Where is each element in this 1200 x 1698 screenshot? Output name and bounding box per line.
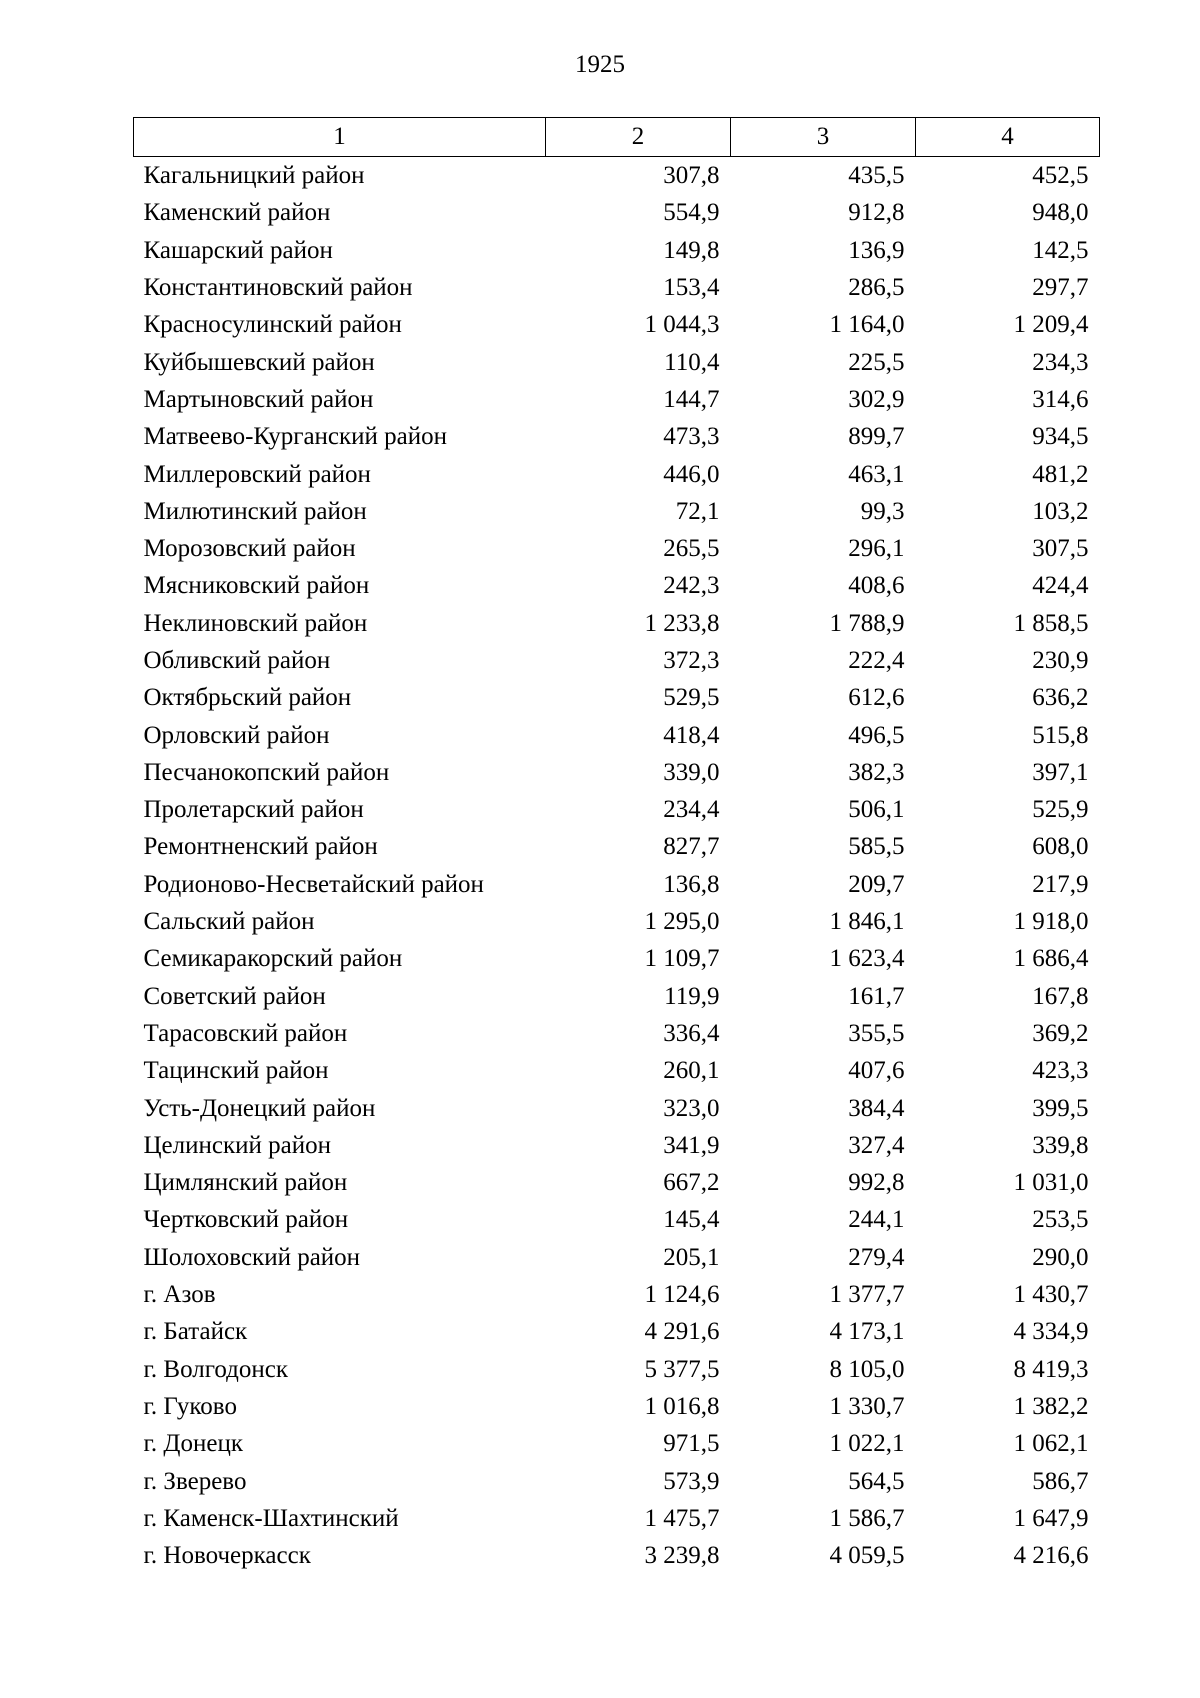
value-cell: 1 686,4	[1013, 945, 1089, 973]
row-label-cell: Кагальницкий район	[143, 162, 365, 190]
value-cell: 1 044,3	[644, 311, 720, 339]
value-cell: 119,9	[664, 982, 720, 1010]
value-cell: 397,1	[1032, 758, 1089, 786]
value-cell: 934,5	[1032, 423, 1089, 451]
row-label-cell: г. Батайск	[143, 1318, 248, 1346]
value-cell: 1 209,4	[1013, 311, 1089, 339]
row-label-cell: Октябрьский район	[143, 684, 352, 712]
value-cell: 408,6	[848, 572, 905, 600]
value-cell: 1 586,7	[829, 1504, 905, 1532]
value-cell: 217,9	[1032, 870, 1089, 898]
table-row	[134, 716, 1100, 753]
value-cell: 992,8	[848, 1169, 905, 1197]
value-cell: 103,2	[1032, 497, 1089, 525]
table-row	[134, 1164, 1100, 1201]
value-cell: 1 623,4	[829, 945, 905, 973]
value-cell: 423,3	[1032, 1057, 1089, 1085]
value-cell: 336,4	[663, 1019, 720, 1047]
value-cell: 225,5	[848, 348, 905, 376]
value-cell: 899,7	[848, 423, 905, 451]
table-row	[134, 493, 1100, 530]
value-cell: 296,1	[848, 535, 905, 563]
value-cell: 1 377,7	[829, 1281, 905, 1309]
value-cell: 585,5	[848, 833, 905, 861]
value-cell: 161,7	[848, 982, 905, 1010]
value-cell: 1 062,1	[1013, 1430, 1089, 1458]
value-cell: 8 419,3	[1013, 1355, 1089, 1383]
value-cell: 496,5	[848, 721, 905, 749]
row-label-cell: Куйбышевский район	[143, 348, 375, 376]
table-header	[134, 118, 1100, 157]
row-label-cell: г. Новочеркасск	[143, 1542, 311, 1570]
value-cell: 1 295,0	[644, 908, 720, 936]
table-row	[134, 1089, 1100, 1126]
value-cell: 149,8	[663, 236, 720, 264]
value-cell: 1 788,9	[829, 609, 905, 637]
table-row	[134, 567, 1100, 604]
value-cell: 253,5	[1032, 1206, 1089, 1234]
value-cell: 153,4	[663, 274, 720, 302]
table-row	[134, 605, 1100, 642]
value-cell: 230,9	[1032, 647, 1089, 674]
row-label-cell: г. Волгодонск	[143, 1355, 289, 1383]
table-row	[134, 194, 1100, 231]
value-cell: 1 475,7	[644, 1504, 720, 1532]
value-cell: 384,4	[848, 1094, 905, 1122]
table-row	[134, 269, 1100, 306]
value-cell: 948,0	[1032, 199, 1089, 227]
row-label-cell: г. Гуково	[143, 1392, 237, 1420]
value-cell: 827,7	[663, 833, 720, 861]
row-label-cell: Миллеровский район	[143, 460, 371, 488]
value-cell: 286,5	[848, 274, 905, 302]
value-cell: 525,9	[1032, 796, 1089, 824]
row-label-cell: Ремонтненский район	[143, 833, 378, 861]
value-cell: 912,8	[848, 199, 905, 227]
table-row	[134, 679, 1100, 716]
value-cell: 435,5	[848, 162, 905, 190]
table-row	[134, 1500, 1100, 1537]
value-cell: 222,4	[848, 647, 905, 674]
value-cell: 4 216,6	[1013, 1542, 1089, 1570]
row-label-cell: Красносулинский район	[143, 311, 402, 339]
table-row	[134, 978, 1100, 1015]
value-cell: 242,3	[663, 572, 720, 600]
row-label-cell: Кашарский район	[143, 236, 333, 264]
value-cell: 1 109,7	[644, 945, 720, 973]
value-cell: 234,4	[663, 796, 720, 824]
value-cell: 167,8	[1032, 982, 1089, 1010]
row-label-cell: Сальский район	[143, 908, 315, 936]
value-cell: 339,8	[1032, 1131, 1089, 1159]
row-label-cell: Константиновский район	[143, 274, 413, 302]
value-cell: 327,4	[848, 1131, 905, 1159]
row-label-cell: Шолоховский район	[143, 1243, 361, 1271]
value-cell: 452,5	[1032, 162, 1089, 190]
table-row	[134, 157, 1100, 195]
page-number: 1925	[575, 51, 625, 78]
value-cell: 446,0	[663, 460, 720, 488]
row-label-cell: г. Зверево	[143, 1467, 247, 1495]
value-cell: 1 430,7	[1013, 1281, 1089, 1309]
value-cell: 260,1	[663, 1057, 720, 1085]
value-cell: 382,3	[848, 758, 905, 786]
row-label-cell: Семикаракорский район	[143, 945, 403, 973]
row-label-cell: Родионово-Несветайский район	[143, 870, 484, 898]
value-cell: 290,0	[1032, 1243, 1089, 1271]
value-cell: 4 059,5	[829, 1542, 905, 1570]
value-cell: 1 124,6	[644, 1281, 720, 1309]
table-row	[134, 1276, 1100, 1313]
value-cell: 1 233,8	[644, 609, 720, 637]
table-row	[134, 903, 1100, 940]
row-label-cell: Мартыновский район	[143, 385, 374, 413]
value-cell: 341,9	[663, 1131, 720, 1159]
value-cell: 573,9	[663, 1467, 720, 1495]
value-cell: 1 022,1	[829, 1430, 905, 1458]
value-cell: 1 918,0	[1013, 908, 1089, 936]
value-cell: 8 105,0	[829, 1355, 905, 1383]
value-cell: 463,1	[848, 460, 905, 488]
value-cell: 481,2	[1032, 460, 1089, 488]
value-cell: 314,6	[1032, 385, 1089, 413]
table-row	[134, 866, 1100, 903]
table-row	[134, 791, 1100, 828]
value-cell: 1 016,8	[644, 1392, 720, 1420]
value-cell: 372,3	[663, 647, 720, 674]
column-header: 1	[134, 118, 546, 157]
value-cell: 99,3	[860, 497, 905, 525]
value-cell: 1 647,9	[1013, 1504, 1089, 1532]
column-header: 2	[546, 118, 731, 157]
value-cell: 279,4	[848, 1243, 905, 1271]
value-cell: 3 239,8	[644, 1542, 720, 1570]
row-label-cell: Орловский район	[143, 721, 330, 749]
value-cell: 1 382,2	[1013, 1392, 1089, 1420]
value-cell: 1 164,0	[829, 311, 905, 339]
value-cell: 473,3	[663, 423, 720, 451]
value-cell: 515,8	[1032, 721, 1089, 749]
value-cell: 1 330,7	[829, 1392, 905, 1420]
row-label-cell: Целинский район	[143, 1131, 331, 1159]
row-label-cell: Советский район	[143, 982, 326, 1010]
table-row	[134, 1015, 1100, 1052]
table-row	[134, 1537, 1100, 1574]
row-label-cell: Тарасовский район	[143, 1019, 348, 1047]
value-cell: 4 173,1	[829, 1318, 905, 1346]
value-cell: 369,2	[1032, 1019, 1089, 1047]
table-row	[134, 1425, 1100, 1462]
value-cell: 302,9	[848, 385, 905, 413]
value-cell: 506,1	[848, 796, 905, 824]
table-row	[134, 343, 1100, 380]
value-cell: 612,6	[848, 684, 905, 712]
value-cell: 72,1	[675, 497, 720, 525]
value-cell: 265,5	[663, 535, 720, 563]
value-cell: 244,1	[848, 1206, 905, 1234]
value-cell: 424,4	[1032, 572, 1089, 600]
value-cell: 4 291,6	[644, 1318, 720, 1346]
table-row	[134, 1388, 1100, 1425]
table-row	[134, 1351, 1100, 1388]
row-label-cell: г. Азов	[143, 1281, 216, 1309]
table-row	[134, 418, 1100, 455]
value-cell: 297,7	[1032, 274, 1089, 302]
table-row	[134, 1462, 1100, 1499]
value-cell: 136,9	[848, 236, 905, 264]
value-cell: 209,7	[848, 870, 905, 898]
value-cell: 205,1	[663, 1243, 720, 1271]
value-cell: 110,4	[664, 348, 720, 376]
value-cell: 145,4	[663, 1206, 720, 1234]
row-label-cell: Неклиновский район	[143, 609, 368, 637]
value-cell: 971,5	[663, 1430, 720, 1458]
table-row	[134, 232, 1100, 269]
value-cell: 339,0	[663, 758, 720, 786]
row-label-cell: Тацинский район	[143, 1057, 329, 1085]
header-row	[134, 118, 1100, 157]
value-cell: 564,5	[848, 1467, 905, 1495]
value-cell: 136,8	[663, 870, 720, 898]
table-row	[134, 1239, 1100, 1276]
column-header: 3	[731, 118, 916, 157]
value-cell: 323,0	[663, 1094, 720, 1122]
row-label-cell: Песчанокопский район	[143, 758, 390, 786]
row-label-cell: Милютинский район	[143, 497, 367, 525]
table-row	[134, 940, 1100, 977]
value-cell: 1 846,1	[829, 908, 905, 936]
data-table	[133, 117, 1100, 1574]
value-cell: 355,5	[848, 1019, 905, 1047]
column-header: 4	[916, 118, 1100, 157]
value-cell: 144,7	[663, 385, 720, 413]
row-label-cell: Пролетарский район	[143, 796, 364, 824]
value-cell: 636,2	[1032, 684, 1089, 712]
table-row	[134, 828, 1100, 865]
table-row	[134, 754, 1100, 791]
value-cell: 418,4	[663, 721, 720, 749]
table-row	[134, 530, 1100, 567]
value-cell: 1 858,5	[1013, 609, 1089, 637]
row-label-cell: Цимлянский район	[143, 1169, 348, 1197]
value-cell: 399,5	[1032, 1094, 1089, 1122]
value-cell: 586,7	[1032, 1467, 1089, 1495]
row-label-cell: Усть-Донецкий район	[143, 1094, 376, 1122]
row-label-cell: Мясниковский район	[143, 572, 370, 600]
value-cell: 234,3	[1032, 348, 1089, 376]
value-cell: 307,5	[1032, 535, 1089, 563]
value-cell: 608,0	[1032, 833, 1089, 861]
table-row	[134, 1052, 1100, 1089]
table-row	[134, 642, 1100, 679]
value-cell: 142,5	[1032, 236, 1089, 264]
table-row	[134, 306, 1100, 343]
value-cell: 554,9	[663, 199, 720, 227]
table-row	[134, 1313, 1100, 1350]
value-cell: 5 377,5	[644, 1355, 720, 1383]
row-label-cell: Каменский район	[143, 199, 331, 227]
value-cell: 667,2	[663, 1169, 720, 1197]
value-cell: 4 334,9	[1013, 1318, 1089, 1346]
row-label-cell: Морозовский район	[143, 535, 356, 563]
value-cell: 407,6	[848, 1057, 905, 1085]
row-label-cell: Чертковский район	[143, 1206, 349, 1234]
table-row	[134, 381, 1100, 418]
table-row	[134, 1127, 1100, 1164]
row-label-cell: Матвеево-Курганский район	[143, 423, 448, 451]
row-label-cell: Обливский район	[143, 647, 331, 674]
table-row	[134, 1201, 1100, 1238]
table-row	[134, 455, 1100, 492]
table-body	[134, 157, 1100, 1575]
value-cell: 529,5	[663, 684, 720, 712]
value-cell: 1 031,0	[1013, 1169, 1089, 1197]
value-cell: 307,8	[663, 162, 720, 190]
row-label-cell: г. Каменск-Шахтинский	[143, 1504, 399, 1532]
row-label-cell: г. Донецк	[143, 1430, 243, 1458]
